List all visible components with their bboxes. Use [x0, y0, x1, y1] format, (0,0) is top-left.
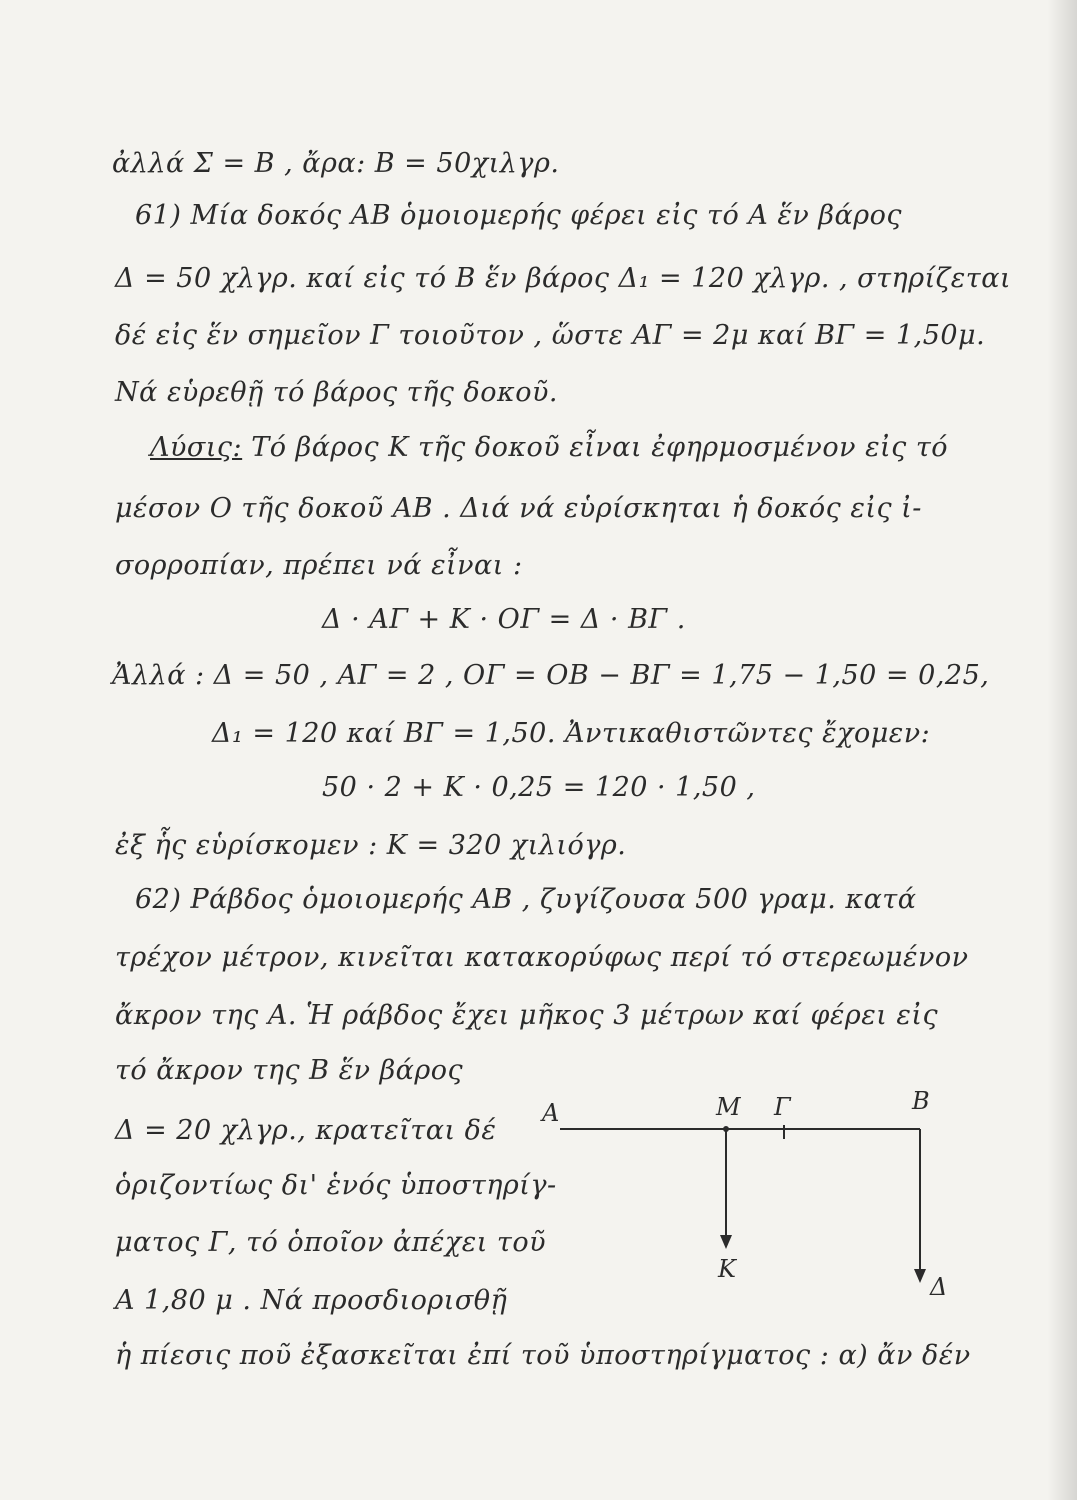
solution-text: Τό βάρος Κ τῆς δοκοῦ εἶναι ἐφηρμοσμένον εἰς τό — [242, 432, 949, 463]
problem-62-title: 62) Ράβδος ὁμοιομερής ΑΒ , ζυγίζουσα 500 γραμ. κατά — [135, 884, 917, 915]
problem-61-title: 61) Μία δοκός ΑΒ ὁμοιομερής φέρει εἰς τό Α ἕν βάρος — [135, 200, 902, 231]
text-line-11: Δ₁ = 120 καί ΒΓ = 1,50. Ἀντικαθιστῶντες ἔχομεν: — [212, 718, 931, 749]
text-line-22: ἡ πίεσις ποῦ ἐξασκεῖται ἐπί τοῦ ὑποστηρίγματος : α) ἄν δέν — [115, 1340, 971, 1371]
equation-1: Δ · ΑΓ + Κ · ΟΓ = Δ · ΒΓ . — [322, 604, 686, 635]
text-line-3: Δ = 50 χλγρ. καί εἰς τό Β ἕν βάρος Δ₁ = 120 χλγρ. , στηρίζεται — [115, 263, 1012, 294]
text-line-10: Ἀλλά : Δ = 50 , ΑΓ = 2 , ΟΓ = ΟΒ − ΒΓ = 1,75 − 1,50 = 0,25, — [112, 660, 990, 691]
text-line-16: ἄκρον της Α. Ἡ ράβδος ἔχει μῆκος 3 μέτρων καί φέρει εἰς — [115, 1000, 939, 1031]
text-line-18: Δ = 20 χλγρ., κρατεῖται δέ — [115, 1115, 497, 1146]
text-line-4: δέ εἰς ἕν σημεῖον Γ τοιοῦτον , ὥστε ΑΓ = 2μ καί ΒΓ = 1,50μ. — [115, 320, 986, 351]
text-line-5: Νά εὑρεθῇ τό βάρος τῆς δοκοῦ. — [115, 377, 558, 408]
text-line-7: μέσον Ο τῆς δοκοῦ ΑΒ . Διά νά εὑρίσκηται ἡ δοκός εἰς ἰ- — [115, 493, 922, 524]
text-line-21: Α 1,80 μ . Νά προσδιορισθῇ — [115, 1285, 508, 1316]
rod-diagram — [530, 1085, 970, 1315]
text-line-20: ματος Γ, τό ὁποῖον ἀπέχει τοῦ — [115, 1227, 547, 1258]
text-line-8: σορροπίαν, πρέπει νά εἶναι : — [115, 550, 523, 581]
page-edge-shadow — [1047, 0, 1077, 1500]
solution-line — [150, 432, 948, 463]
equation-2: 50 · 2 + Κ · 0,25 = 120 · 1,50 , — [322, 772, 756, 803]
text-line-17: τό ἄκρον της Β ἕν βάρος — [115, 1055, 464, 1086]
label-m: Μ — [716, 1093, 741, 1121]
label-k: Κ — [718, 1255, 736, 1283]
text-line-15: τρέχον μέτρον, κινεῖται κατακορύφως περί τό στερεωμένον — [115, 942, 969, 973]
text-line-19: ὁριζοντίως δι' ἑνός ὑποστηρίγ- — [115, 1170, 557, 1201]
solution-label: Λύσις: — [150, 432, 243, 463]
weight-d-arrowhead — [914, 1269, 926, 1283]
midpoint-m-dot — [723, 1126, 729, 1132]
text-line-13: ἐξ ἧς εὑρίσκομεν : Κ = 320 χιλιόγρ. — [115, 830, 627, 861]
label-a: Α — [542, 1099, 560, 1127]
weight-k-arrowhead — [720, 1235, 732, 1249]
label-d: Δ — [930, 1273, 948, 1301]
text-line-1: ἀλλά Σ = Β , ἄρα: Β = 50χιλγρ. — [112, 148, 560, 179]
label-g: Γ — [774, 1093, 791, 1121]
label-b: Β — [912, 1087, 930, 1115]
